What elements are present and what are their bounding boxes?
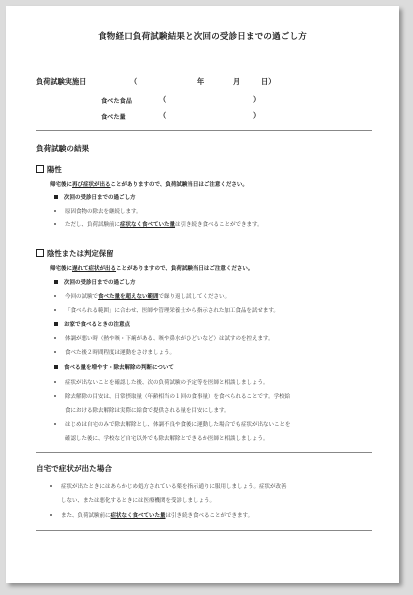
home-heading: 自宅で症状が出た場合 [36, 464, 112, 473]
square-bullet-icon [54, 322, 58, 326]
bullet-icon [50, 485, 52, 487]
bullet-icon [54, 309, 56, 311]
food-paren-open: （ [159, 95, 167, 104]
test-date-month: 月 [233, 77, 241, 86]
list-item: 原因食物の除去を継続します。 [54, 207, 142, 215]
negative-section1-title: 次回の受診日までの過ごし方 [54, 278, 136, 286]
list-item-continuation: しない、または悪化するときには医療機関を受診しましょう。 [61, 498, 216, 504]
food-label: 食べた食品 [101, 98, 132, 105]
test-date-year: 年 [197, 77, 205, 86]
bullet-icon [54, 337, 56, 339]
list-item-continuation: 確認した後に、学校など自宅以外でも除去解除とできるか医師と相談しましょう。 [65, 436, 269, 442]
negative-section3-title: 食べる量を増やす・除去解除の判断について [54, 363, 174, 371]
list-item: はじめは自宅のみで除去解除とし、体調不良や食後に運動した場合でも症状が出ないことを [54, 420, 291, 428]
results-heading: 負荷試験の結果 [36, 144, 90, 153]
positive-notice: 帰宅後に再び症状が出ることがありますので、負荷試験当日はご注意ください。 [50, 182, 248, 188]
positive-section-title: 次回の受診日までの過ごし方 [54, 193, 136, 201]
test-date-label: 負荷試験実施日 [36, 77, 87, 86]
checkbox-icon [36, 249, 44, 257]
bullet-icon [50, 514, 52, 516]
negative-heading: 陰性または判定保留 [36, 248, 114, 259]
list-item: 除去解除の目安は、日常摂取量（年齢相当の１回の食事量）を食べられることです。学校給 [54, 392, 290, 400]
list-item: 症状が出ないことを確認した後、次の負荷試験の予定等を医師と相談しましょう。 [54, 378, 269, 386]
bullet-icon [54, 223, 56, 225]
list-item-continuation: 食における除去解除は実際に給食で提供される量を目安にします。 [65, 408, 230, 414]
document-page [6, 6, 399, 583]
square-bullet-icon [54, 280, 58, 284]
square-bullet-icon [54, 195, 58, 199]
bullet-icon [54, 295, 56, 297]
test-date-paren-open: （ [130, 77, 138, 86]
list-item: ただし、負荷試験前に症状なく食べていた量は引き続き食べることができます。 [54, 220, 263, 228]
amount-paren-close: ） [253, 111, 261, 120]
list-item: 体調が悪い時（熱や咳・下痢がある、咳や鼻水がひどいなど）は試すのを控えます。 [54, 334, 274, 342]
checkbox-icon [36, 165, 44, 173]
negative-section2-title: お家で食べるときの注意点 [54, 320, 130, 328]
amount-paren-open: （ [159, 111, 167, 120]
divider [36, 130, 372, 131]
list-item: また、負荷試験前に症状なく食べていた量は引き続き食べることができます。 [50, 511, 253, 519]
test-date-day: 日） [261, 77, 276, 86]
list-item: 今回の試験で食べた量を超えない範囲で繰り返し試してください。 [54, 292, 230, 300]
divider [36, 452, 372, 453]
document-title: 食物経口負荷試験結果と次回の受診日までの過ごし方 [98, 32, 307, 42]
list-item: 「食べられる範囲」に合わせ、医師や管理栄養士から指示された加工食品を試せます。 [54, 306, 279, 314]
list-item: 症状が出たときにはあらかじめ処方されている薬を指示通りに服用しましょう。症状が改善 [50, 482, 287, 490]
bullet-icon [54, 351, 56, 353]
bullet-icon [54, 395, 56, 397]
food-paren-close: ） [253, 95, 261, 104]
list-item: 食べた後２時間程度は運動をさけましょう。 [54, 348, 175, 356]
bullet-icon [54, 210, 56, 212]
bullet-icon [54, 381, 56, 383]
divider [36, 530, 372, 531]
positive-heading: 陽性 [36, 164, 62, 175]
negative-notice: 帰宅後に遅れて症状が出ることがありますので、負荷試験当日はご注意ください。 [50, 266, 254, 272]
amount-label: 食べた量 [101, 114, 126, 121]
bullet-icon [54, 423, 56, 425]
square-bullet-icon [54, 365, 58, 369]
